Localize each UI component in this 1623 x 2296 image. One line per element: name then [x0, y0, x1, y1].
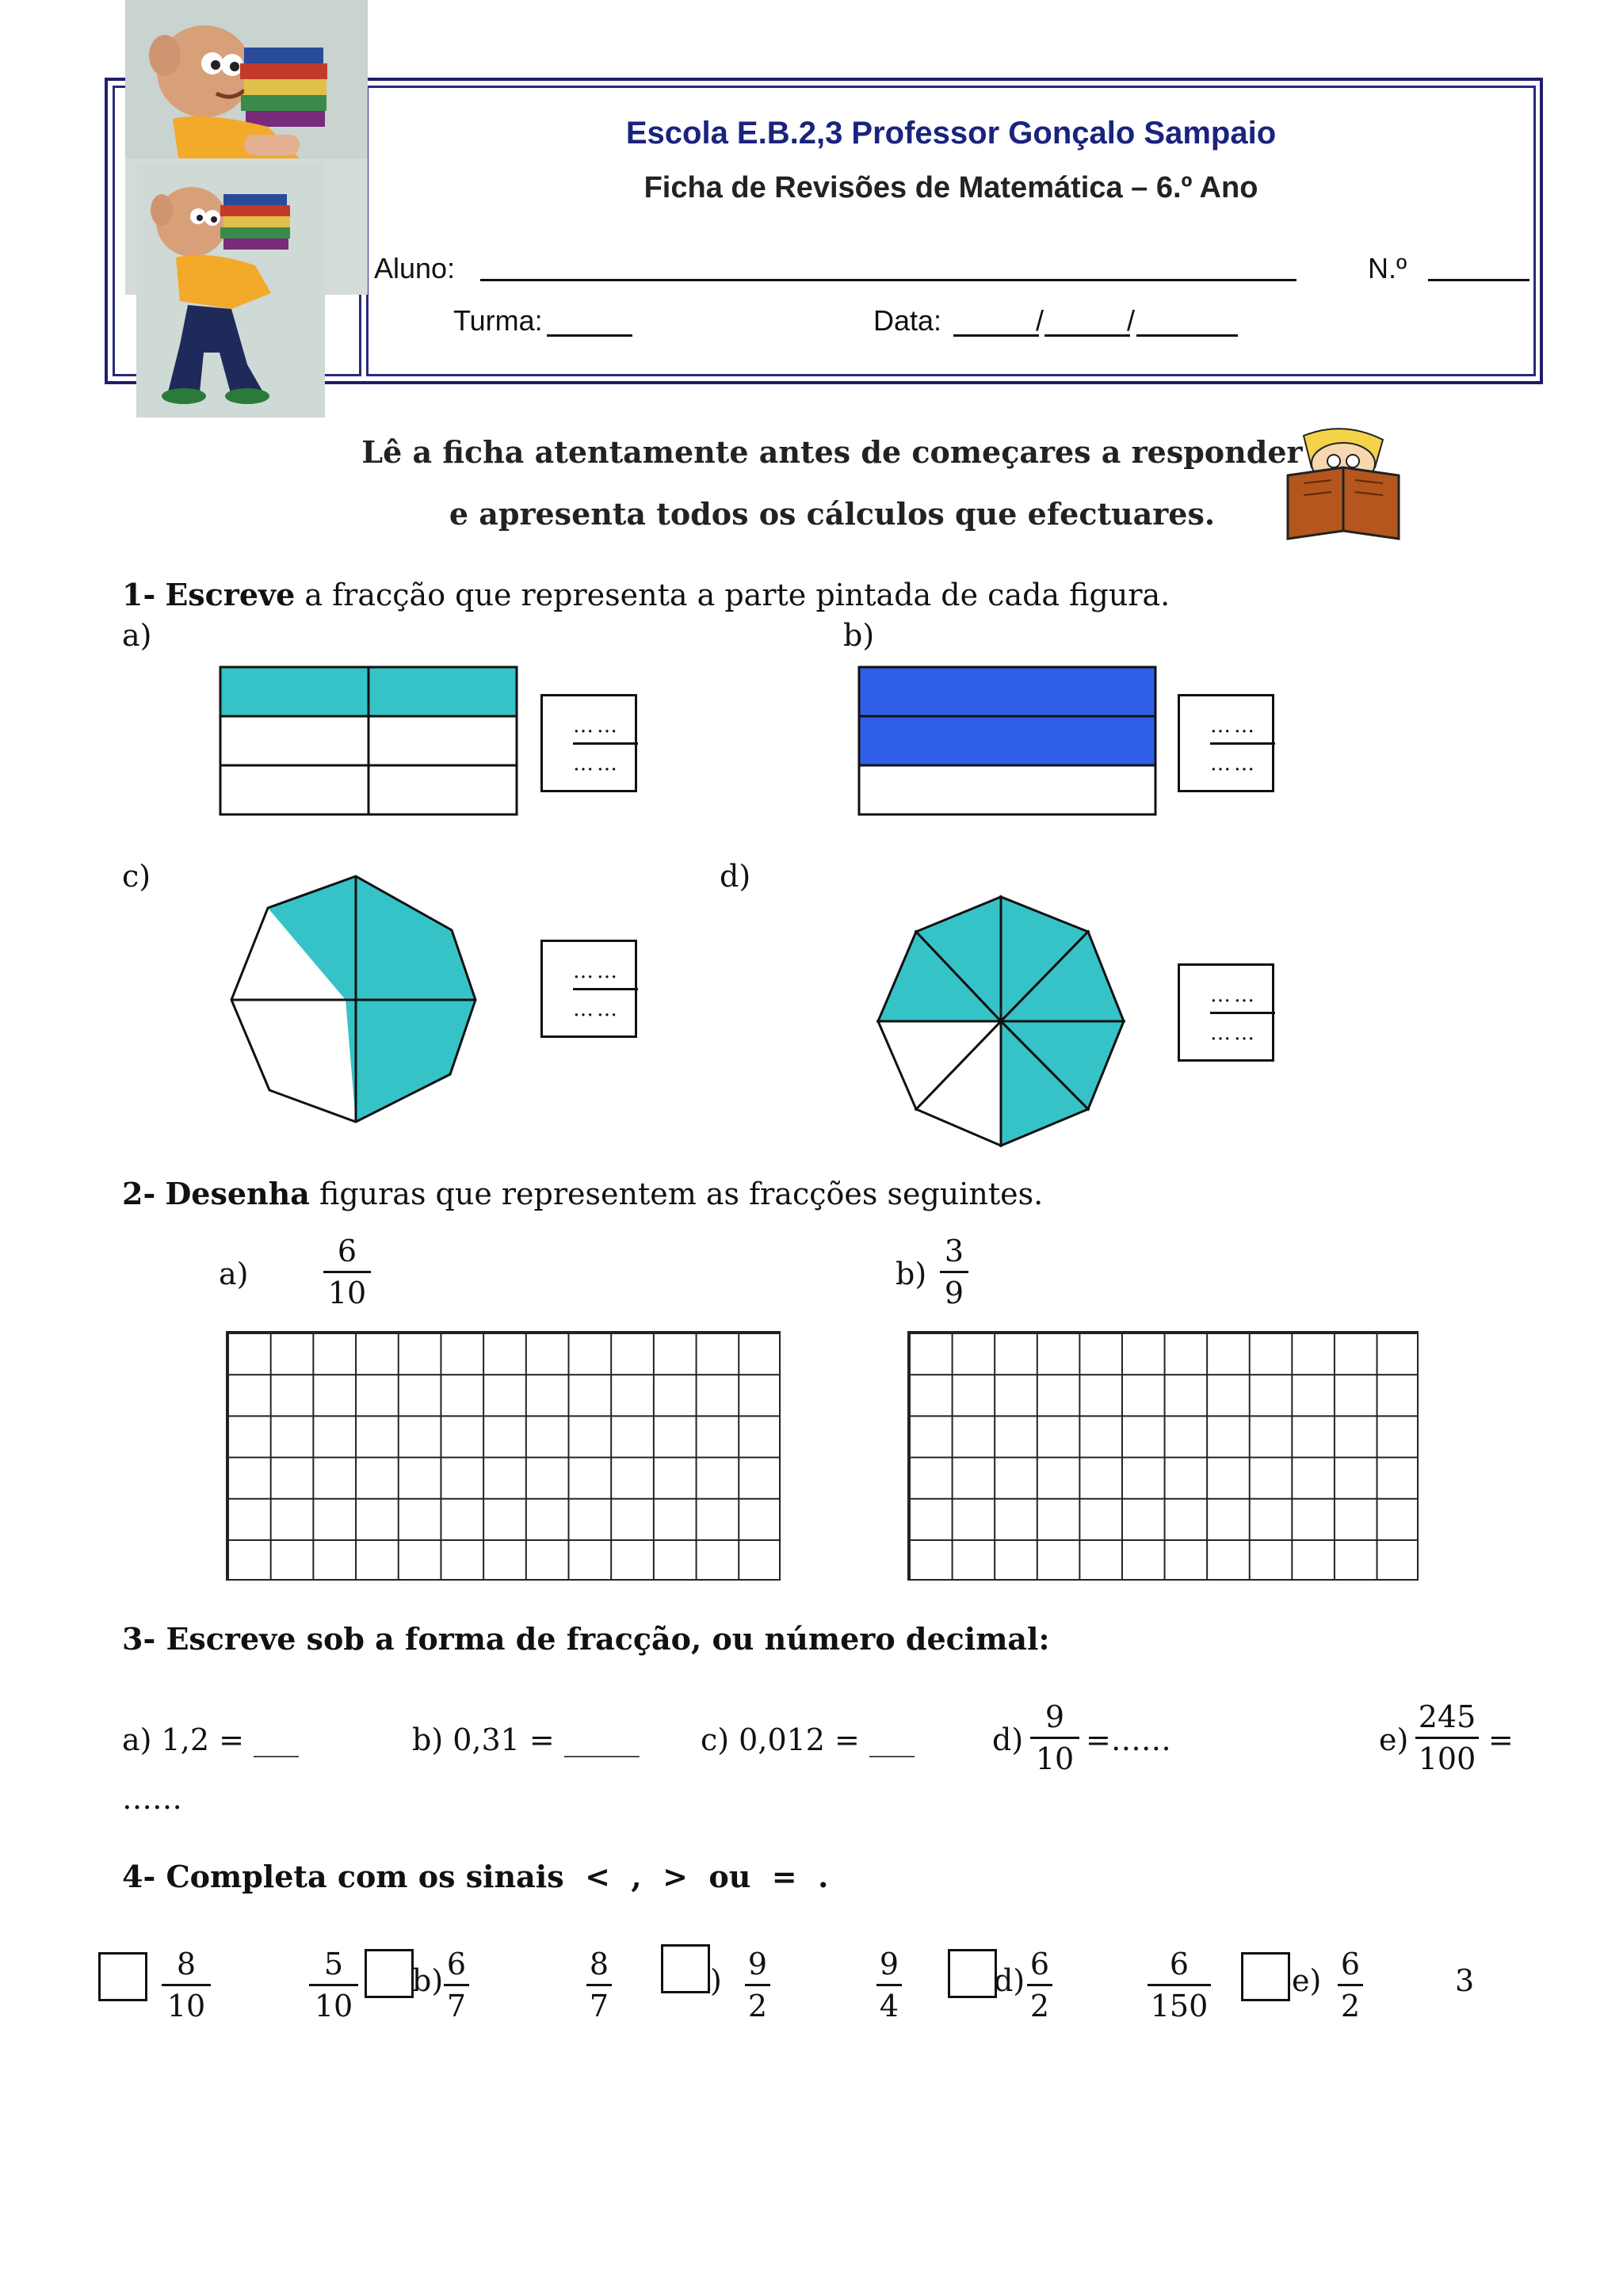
date-slash: /	[1036, 304, 1044, 337]
sheet-title: Ficha de Revisões de Matemática – 6.º Ano	[643, 171, 1258, 204]
denominator: 2	[1340, 1989, 1361, 2023]
fraction-bar	[940, 1271, 968, 1273]
q3-item-e-answer[interactable]: ……	[122, 1781, 182, 1816]
q4-fraction-8	[1148, 1949, 1211, 2021]
fraction-bar	[586, 1984, 612, 1986]
q2-text: figuras que representem as fracções seguintes.	[319, 1177, 1044, 1211]
numerator: 9	[879, 1947, 899, 1981]
q2-label-b: b)	[896, 1257, 927, 1291]
date-slash: /	[1127, 304, 1136, 337]
fraction-bar	[745, 1984, 770, 1986]
q1-label-a: a)	[122, 618, 152, 653]
q1c-numerator-blank: ……	[573, 959, 621, 983]
q4-compare-box-a[interactable]	[98, 1952, 147, 2001]
q2a-fraction	[323, 1236, 371, 1308]
denominator: 7	[446, 1989, 467, 2023]
q1c-denominator-blank: ……	[573, 997, 621, 1021]
fraction-bar	[573, 988, 638, 990]
numerator: 6	[1169, 1947, 1190, 1981]
denominator: 2	[1029, 1989, 1050, 2023]
fraction-bar	[323, 1271, 371, 1273]
q4-fraction-3	[444, 1949, 469, 2021]
q4-compare-box-b[interactable]	[365, 1949, 414, 1998]
q1d-octagon-figure	[870, 891, 1132, 1154]
q3e-fraction	[1415, 1699, 1479, 1776]
fraction-bar	[309, 1984, 358, 1986]
q4-fraction-4	[586, 1949, 612, 2021]
fraction-bar	[1148, 1984, 1211, 1986]
q1b-numerator-blank: ……	[1210, 714, 1258, 738]
turma-field[interactable]	[547, 311, 632, 337]
fraction-bar	[1210, 742, 1275, 745]
q3-item-e-label: e)	[1379, 1722, 1409, 1757]
q3-item-d-label: d)	[992, 1722, 1024, 1757]
q3d-numerator: 9	[1044, 1699, 1065, 1734]
q1c-heptagon-figure	[225, 867, 487, 1130]
q1-number: 1-	[122, 577, 156, 612]
q2-label-a: a)	[219, 1257, 249, 1291]
q3-statement: 3- Escreve sob a forma de fracção, ou número decimal:	[122, 1621, 1050, 1657]
date-day-field[interactable]	[953, 311, 1039, 337]
q2a-numerator: 6	[337, 1234, 357, 1268]
denominator: 10	[314, 1989, 353, 2023]
q1d-denominator-blank: ……	[1210, 1021, 1258, 1045]
q2a-drawing-grid[interactable]	[226, 1331, 781, 1581]
q1b-denominator-blank: ……	[1210, 752, 1258, 776]
q3-item-b[interactable]: b) 0,31 = _____	[412, 1722, 640, 1757]
denominator: 150	[1150, 1989, 1209, 2023]
intro-line-2: e apresenta todos os cálculos que efectuares.	[449, 496, 1216, 532]
q3-item-c[interactable]: c) 0,012 = ___	[701, 1722, 915, 1757]
fraction-bar	[1030, 1737, 1079, 1739]
numerator: 6	[446, 1947, 467, 1981]
fraction-bar	[444, 1984, 469, 1986]
q1b-rectangle-figure	[857, 666, 1157, 816]
denominator: 10	[166, 1989, 206, 2023]
fraction-bar	[1338, 1984, 1363, 1986]
q4-label-d: d)	[994, 1963, 1025, 1998]
date-month-field[interactable]	[1044, 311, 1130, 337]
book-carrier-illustration-2	[136, 162, 325, 418]
q4-label-b: b)	[412, 1963, 444, 1998]
numerator: 8	[176, 1947, 197, 1981]
q4-fraction-7	[1027, 1949, 1052, 2021]
q2-statement	[122, 1176, 1043, 1211]
q2b-drawing-grid[interactable]	[907, 1331, 1419, 1581]
q3e-numerator: 245	[1418, 1699, 1476, 1734]
q4-last-value: 3	[1455, 1963, 1475, 1998]
date-year-field[interactable]	[1136, 311, 1238, 337]
q1a-answer-box[interactable]	[540, 694, 637, 792]
q4-label-c: )	[710, 1963, 722, 1998]
q4-compare-box-e[interactable]	[1241, 1952, 1290, 2001]
q3-item-d-answer[interactable]: =……	[1086, 1722, 1171, 1757]
q4-compare-box-d[interactable]	[948, 1949, 997, 1998]
q4-label-e: e)	[1292, 1963, 1322, 1998]
q4-fraction-9	[1338, 1949, 1363, 2021]
fraction-bar	[573, 742, 638, 745]
turma-label: Turma:	[453, 304, 543, 337]
q2b-numerator: 3	[944, 1234, 964, 1268]
q1-verb: Escreve	[165, 577, 296, 612]
fraction-bar	[1027, 1984, 1052, 1986]
q1-statement	[122, 577, 1170, 612]
q4-compare-box-c[interactable]	[661, 1944, 710, 1993]
fraction-bar	[1210, 1012, 1275, 1014]
q1-label-b: b)	[843, 618, 875, 653]
numerator: 6	[1029, 1947, 1050, 1981]
q4-statement: 4- Completa com os sinais < , > ou = .	[122, 1859, 829, 1894]
q2b-denominator: 9	[944, 1276, 964, 1310]
fraction-bar	[162, 1984, 211, 1986]
q3d-fraction	[1030, 1699, 1079, 1776]
aluno-label: Aluno:	[374, 252, 456, 284]
numerator: 5	[323, 1947, 344, 1981]
numero-field[interactable]	[1428, 255, 1529, 281]
denominator: 4	[879, 1989, 899, 2023]
aluno-field[interactable]	[480, 255, 1296, 281]
q1b-answer-box[interactable]	[1178, 694, 1274, 792]
q1a-rectangle-figure	[219, 666, 518, 816]
q4-fraction-6	[876, 1949, 902, 2021]
q3e-denominator: 100	[1418, 1741, 1476, 1776]
q1d-answer-box[interactable]	[1178, 963, 1274, 1062]
q4-fraction-2	[309, 1949, 358, 2021]
numerator: 8	[589, 1947, 609, 1981]
reading-kid-icon	[1272, 420, 1415, 547]
q2a-denominator: 10	[327, 1276, 367, 1310]
q1-text: a fracção que representa a parte pintada de cada figura.	[304, 578, 1170, 612]
school-name: Escola E.B.2,3 Professor Gonçalo Sampaio	[625, 116, 1277, 151]
q2-verb: Desenha	[165, 1176, 310, 1211]
denominator: 7	[589, 1989, 609, 2023]
q3-item-a[interactable]: a) 1,2 = ___	[122, 1722, 299, 1757]
data-label: Data:	[873, 304, 942, 337]
numero-label: N.º	[1368, 252, 1407, 284]
q2b-fraction	[940, 1236, 968, 1308]
q1-label-d: d)	[720, 859, 751, 894]
q1a-numerator-blank: ……	[573, 714, 621, 738]
q3d-denominator: 10	[1035, 1741, 1075, 1776]
q1-label-c: c)	[122, 859, 151, 894]
q1c-answer-box[interactable]	[540, 940, 637, 1038]
q3-item-e-equals: =	[1488, 1722, 1514, 1757]
q4-fraction-1	[162, 1949, 211, 2021]
numerator: 9	[747, 1947, 768, 1981]
denominator: 2	[747, 1989, 768, 2023]
q1d-numerator-blank: ……	[1210, 983, 1258, 1007]
fraction-bar	[876, 1984, 902, 1986]
numerator: 6	[1340, 1947, 1361, 1981]
q1a-denominator-blank: ……	[573, 752, 621, 776]
q4-fraction-5	[745, 1949, 770, 2021]
q2-number: 2-	[122, 1176, 156, 1211]
intro-line-1: Lê a ficha atentamente antes de começares a responder	[361, 434, 1303, 470]
fraction-bar	[1415, 1737, 1479, 1739]
